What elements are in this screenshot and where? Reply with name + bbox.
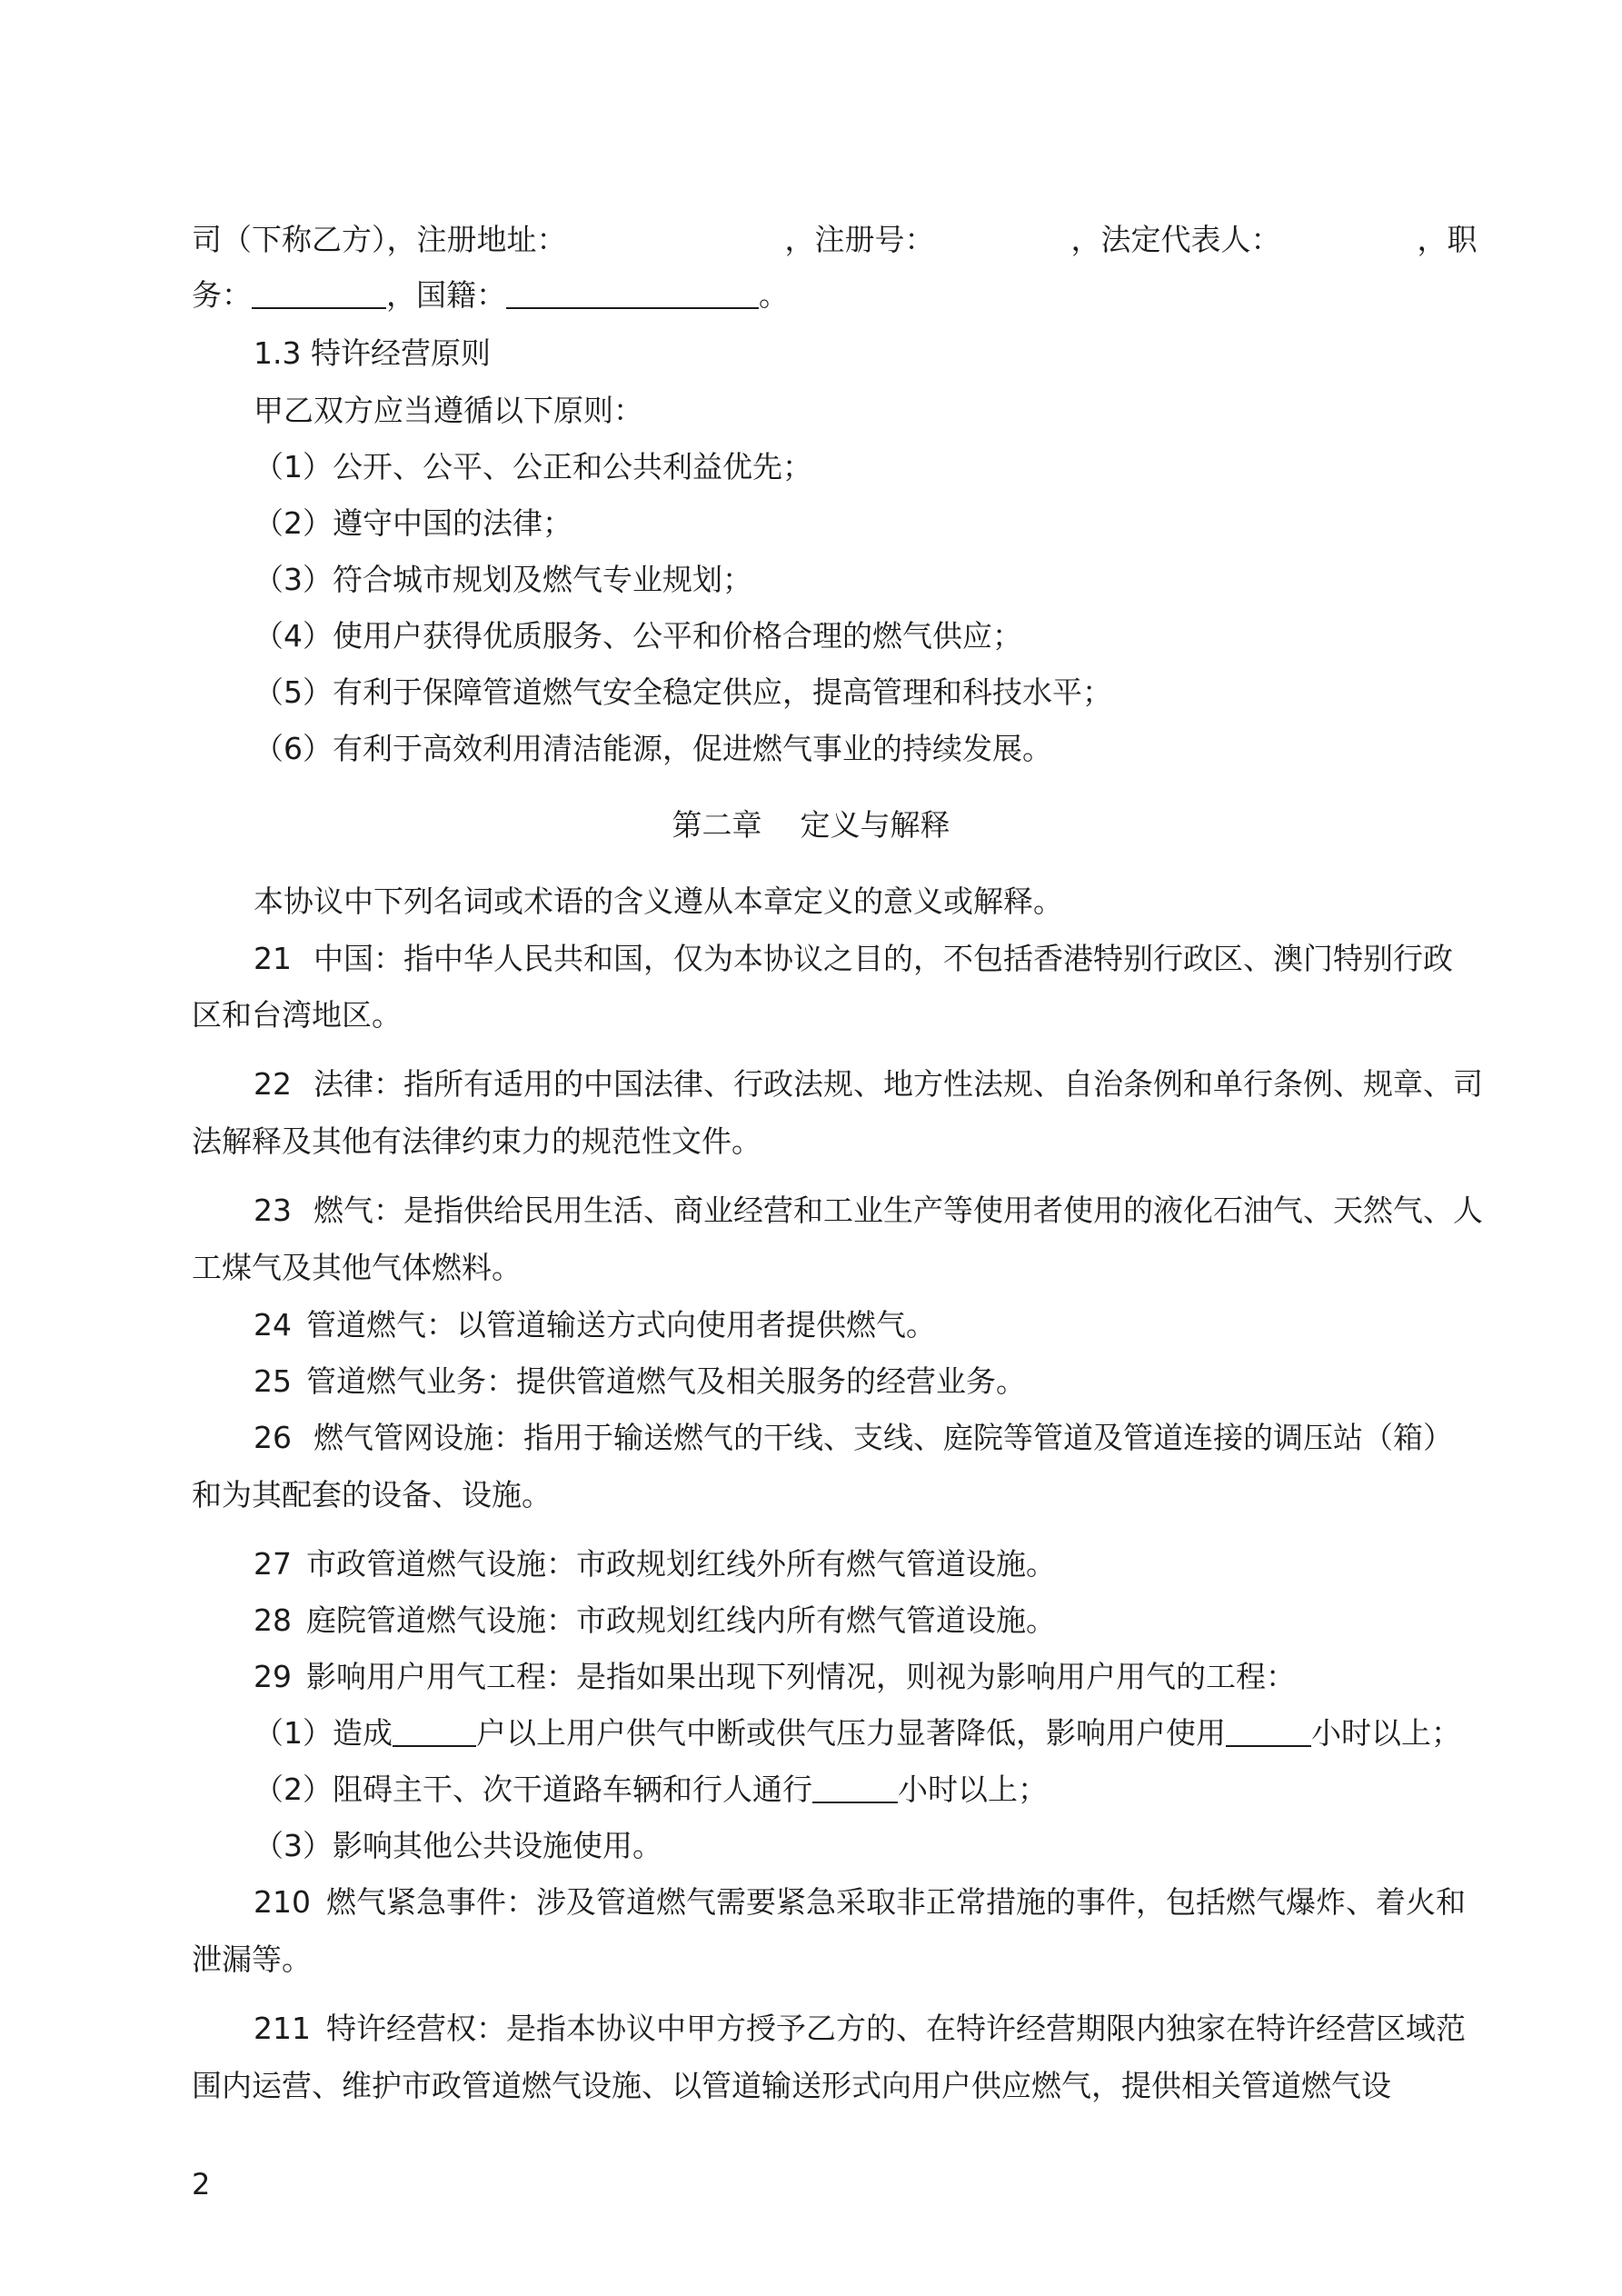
definition-cont: 法解释及其他有法律约束力的规范性文件。 [192,1123,761,1159]
nationality-blank [506,280,759,309]
definition-line [254,1658,1508,1696]
definition-text: 燃气紧急事件：涉及管道燃气需要紧急采取非正常措施的事件，包括燃气爆炸、着火和 [326,1884,1466,1920]
principle-item: （6）有利于高效利用清洁能源，促进燃气事业的持续发展。 [254,731,1052,766]
chapter-intro: 本协议中下列名词或术语的含义遵从本章定义的意义或解释。 [254,883,1063,919]
definition-number: 22 [254,1066,292,1102]
definition-text: 影响用户用气工程：是指如果出现下列情况，则视为影响用户用气的工程： [306,1659,1296,1694]
condition-item [254,1771,1508,1809]
section-heading: 1.3 特许经营原则 [254,335,491,371]
principle-item: （4）使用户获得优质服务、公平和价格合理的燃气供应； [254,618,1022,654]
definition-text: 特许经营权：是指本协议中甲方授予乙方的、在特许经营期限内独家在特许经营区域范 [326,2011,1466,2046]
condition-item [254,1714,1508,1752]
party-text-2: ，注册号： [784,222,935,257]
households-blank [393,1718,476,1747]
duty-end: 。 [759,277,789,313]
definition-text: 燃气：是指供给民用生活、商业经营和工业生产等使用者使用的液化石油气、天然气、人 [313,1193,1483,1228]
definition-text: 燃气管网设施：指用于输送燃气的干线、支线、庭院等管道及管道连接的调压站（箱） [313,1420,1453,1455]
condition-item: （3）影响其他公共设施使用。 [254,1828,662,1863]
party-text-1: 司（下称乙方），注册地址： [192,222,567,257]
definition-text: 管道燃气：以管道输送方式向使用者提供燃气。 [306,1307,936,1343]
definition-cont: 区和台湾地区。 [192,997,402,1033]
principle-item: （1）公开、公平、公正和公共利益优先； [254,449,812,484]
definition-text: 中国：指中华人民共和国，仅为本协议之目的，不包括香港特别行政区、澳门特别行政 [313,941,1453,976]
definition-line [254,1192,1508,1230]
nationality-label: ，国籍： [386,277,506,313]
definition-cont: 和为其配套的设备、设施。 [192,1477,552,1512]
definition-number: 27 [254,1546,292,1582]
definition-text: 法律：指所有适用的中国法律、行政法规、地方性法规、自治条例和单行条例、规章、司 [313,1066,1483,1102]
definition-cont: 工煤气及其他气体燃料。 [192,1250,522,1285]
definition-line [254,1883,1508,1922]
principle-item: （5）有利于保障管道燃气安全稳定供应，提高管理和科技水平； [254,674,1112,710]
definition-line [254,2010,1508,2048]
party-text-4: ，职 [1417,222,1478,257]
condition-text: 小时以上； [898,1772,1048,1807]
condition-text: （1）造成 [254,1715,393,1751]
principle-item: （3）符合城市规划及燃气专业规划； [254,562,752,597]
definition-line [254,1419,1508,1457]
definition-number: 21 [254,941,292,976]
definition-cont: 泄漏等。 [192,1942,312,1977]
definition-number: 26 [254,1420,292,1455]
hours-blank [812,1774,898,1803]
condition-text: （2）阻碍主干、次干道路车辆和行人通行 [254,1772,812,1807]
condition-text: 户以上用户供气中断或供气压力显著降低，影响用户使用 [476,1715,1226,1751]
definition-line [254,1363,1508,1401]
duty-label: 务： [192,277,252,313]
party-text-3: ，法定代表人： [1070,222,1281,257]
principle-item: （2）遵守中国的法律； [254,505,572,541]
chapter-title: 第二章 定义与解释 [672,807,950,843]
definition-line [254,1065,1508,1103]
definition-number: 210 [254,1884,311,1920]
definition-text: 庭院管道燃气设施：市政规划红线内所有燃气管道设施。 [306,1602,1056,1638]
duty-blank [252,280,386,309]
definition-line [254,1602,1508,1640]
hours-blank [1226,1718,1311,1747]
page-number: 2 [192,2167,211,2201]
duty-line [192,276,1446,314]
definition-number: 29 [254,1659,292,1694]
definition-number: 25 [254,1363,292,1399]
definition-number: 24 [254,1307,292,1343]
definition-number: 211 [254,2011,311,2046]
section-intro: 甲乙双方应当遵循以下原则： [254,393,643,428]
definition-cont: 围内运营、维护市政管道燃气设施、以管道输送形式向用户供应燃气，提供相关管道燃气设 [192,2068,1391,2103]
condition-text: 小时以上； [1311,1715,1461,1751]
definition-line [254,1306,1508,1344]
definition-text: 市政管道燃气设施：市政规划红线外所有燃气管道设施。 [306,1546,1056,1582]
definition-text: 管道燃气业务：提供管道燃气及相关服务的经营业务。 [306,1363,1026,1399]
definition-number: 23 [254,1193,292,1228]
definition-number: 28 [254,1602,292,1638]
definition-line [254,1545,1508,1583]
definition-line [254,940,1508,978]
party-info-line [192,221,1478,259]
